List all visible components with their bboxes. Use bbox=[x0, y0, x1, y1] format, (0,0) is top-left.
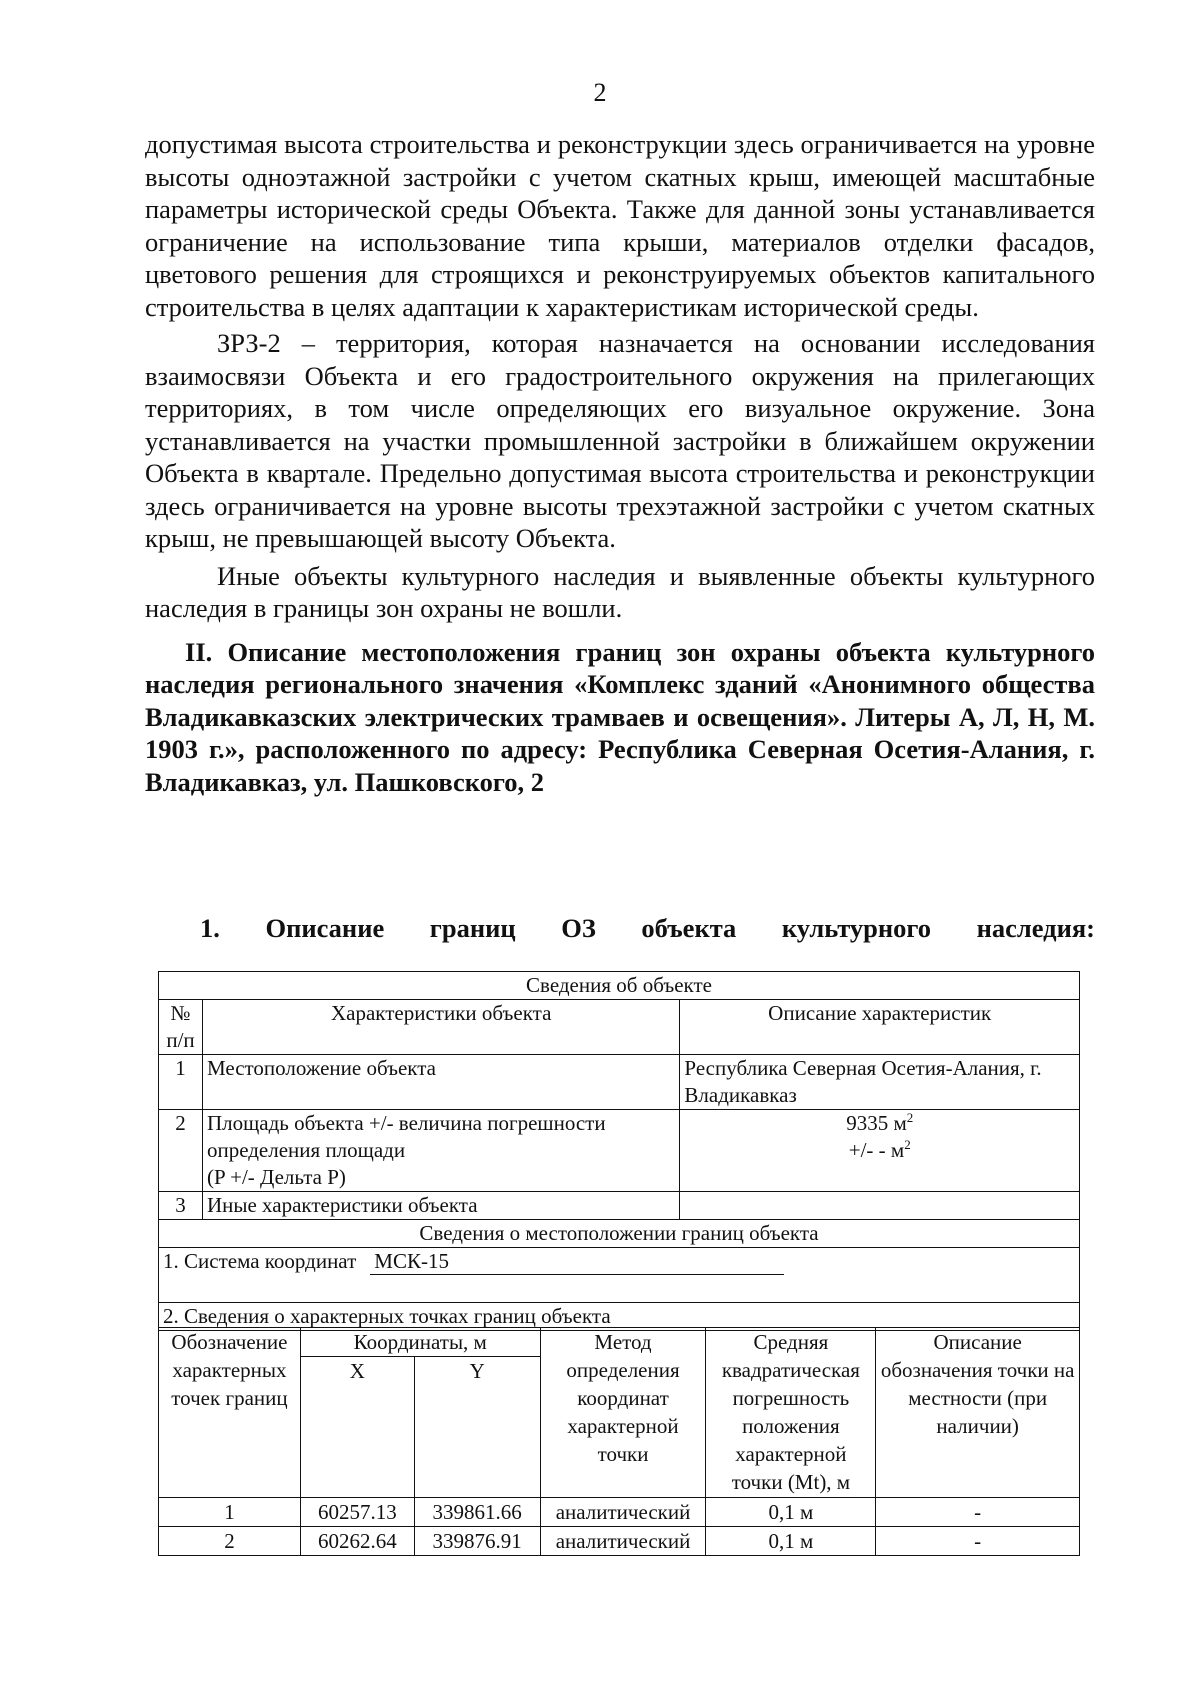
row-num: 2 bbox=[159, 1110, 203, 1192]
row-description bbox=[680, 1110, 1080, 1192]
point-error: 0,1 м bbox=[706, 1498, 876, 1527]
header-description: Описание характеристик bbox=[680, 1000, 1080, 1055]
object-info-table bbox=[158, 971, 1080, 1331]
row-characteristic: Иные характеристики объекта bbox=[202, 1192, 679, 1220]
info-row-other bbox=[159, 1192, 1080, 1220]
header-characteristics: Характеристики объекта bbox=[202, 1000, 679, 1055]
coord-system-value: МСК-15 bbox=[370, 1248, 784, 1275]
header-num: № п/п bbox=[159, 1000, 203, 1055]
coord-system-cell bbox=[159, 1248, 1080, 1303]
row-num: 3 bbox=[159, 1192, 203, 1220]
point-number: 2 bbox=[159, 1527, 301, 1556]
area-line-2: определения площади bbox=[206, 1138, 406, 1162]
coord-system-label: 1. Система координат bbox=[163, 1249, 357, 1273]
tolerance-exponent: 2 bbox=[904, 1137, 911, 1152]
info-table-title: Сведения об объекте bbox=[159, 972, 1080, 1000]
paragraph-1: допустимая высота строительства и реконструкции здесь ограничивается на уровне высоты одноэтажной застройки с учетом скатных крыш, имеющей масштабные параметры исторической среды Объекта. Также для данной зоны устанавливается ограничение на использование типа крыши, материалов отделки фасадов, цветового решения для строящихся и реконструируемых объектов капитального строительства в целях адаптации к характеристикам исторической среды. bbox=[145, 129, 1095, 322]
table-row bbox=[159, 1498, 1080, 1527]
header-point-description: Описание обозначения точки на местности (при наличии) bbox=[876, 1328, 1080, 1498]
point-method: аналитический bbox=[540, 1527, 706, 1556]
coord-system-row bbox=[159, 1248, 1080, 1303]
info-row-location bbox=[159, 1055, 1080, 1110]
row-description bbox=[680, 1192, 1080, 1220]
area-line-3: (P +/- Дельта P) bbox=[206, 1165, 346, 1189]
header-coordinates: Координаты, м bbox=[300, 1328, 540, 1357]
point-method: аналитический bbox=[540, 1498, 706, 1527]
row-characteristic: Местоположение объекта bbox=[202, 1055, 679, 1110]
row-num: 1 bbox=[159, 1055, 203, 1110]
row-characteristic bbox=[202, 1110, 679, 1192]
point-number: 1 bbox=[159, 1498, 301, 1527]
point-y: 339861.66 bbox=[414, 1498, 540, 1527]
subheading: 1. Описание границ ОЗ объекта культурного наследия: bbox=[200, 913, 1095, 943]
section-heading: II. Описание местоположения границ зон охраны объекта культурного наследия регионального значения «Комплекс зданий «Анонимного общества Владикавказских электрических трамваев и освещения». Литеры А, Л, Н, М. 1903 г.», расположенного по адресу: Республика Северная Осетия-Алания, г. Владикавказ, ул. Пашковского, 2 bbox=[145, 636, 1095, 797]
point-description: - bbox=[876, 1527, 1080, 1556]
point-description: - bbox=[876, 1498, 1080, 1527]
page-number: 2 bbox=[593, 78, 607, 107]
points-table bbox=[158, 1327, 1080, 1556]
header-designation: Обозначение характерных точек границ bbox=[159, 1328, 301, 1498]
location-title-row bbox=[159, 1220, 1080, 1248]
info-header-row bbox=[159, 1000, 1080, 1055]
info-title-row bbox=[159, 972, 1080, 1000]
area-line-1: Площадь объекта +/- величина погрешности bbox=[206, 1111, 606, 1135]
point-error: 0,1 м bbox=[706, 1527, 876, 1556]
body-text bbox=[145, 128, 1095, 798]
point-x: 60257.13 bbox=[300, 1498, 414, 1527]
area-tolerance bbox=[684, 1137, 1075, 1164]
row-description: Республика Северная Осетия-Алания, г. Владикавказ bbox=[680, 1055, 1080, 1110]
header-y: Y bbox=[414, 1357, 540, 1498]
header-x: X bbox=[300, 1357, 414, 1498]
info-row-area bbox=[159, 1110, 1080, 1192]
points-header-row bbox=[159, 1328, 1080, 1357]
paragraph-2: ЗРЗ-2 – территория, которая назначается на основании исследования взаимосвязи Объекта и его градостроительного окружения на прилегающих территориях, в том числе определяющих его визуальное окружение. Зона устанавливается на участки промышленной застройки в ближайшем окружении Объекта в квартале. Предельно допустимая высота строительства и реконструкции здесь ограничивается на уровне высоты трехэтажной застройки с учетом скатных крыш, не превышающей высоту Объекта. bbox=[145, 328, 1095, 553]
points-title: 2. Сведения о характерных точках границ объекта bbox=[159, 1303, 1080, 1331]
paragraph-3: Иные объекты культурного наследия и выявленные объекты культурного наследия в границы зон охраны не вошли. bbox=[145, 560, 1095, 623]
location-title: Сведения о местоположении границ объекта bbox=[159, 1220, 1080, 1248]
point-x: 60262.64 bbox=[300, 1527, 414, 1556]
header-method: Метод определения координат характерной точки bbox=[540, 1328, 706, 1498]
area-value bbox=[684, 1110, 1075, 1137]
header-error: Средняя квадратическая погрешность положения характерной точки (Mt), м bbox=[706, 1328, 876, 1498]
table-row bbox=[159, 1527, 1080, 1556]
area-number: 9335 м bbox=[846, 1111, 907, 1135]
area-exponent: 2 bbox=[906, 1110, 914, 1125]
tolerance-number: +/- - м bbox=[848, 1138, 905, 1162]
point-y: 339876.91 bbox=[414, 1527, 540, 1556]
